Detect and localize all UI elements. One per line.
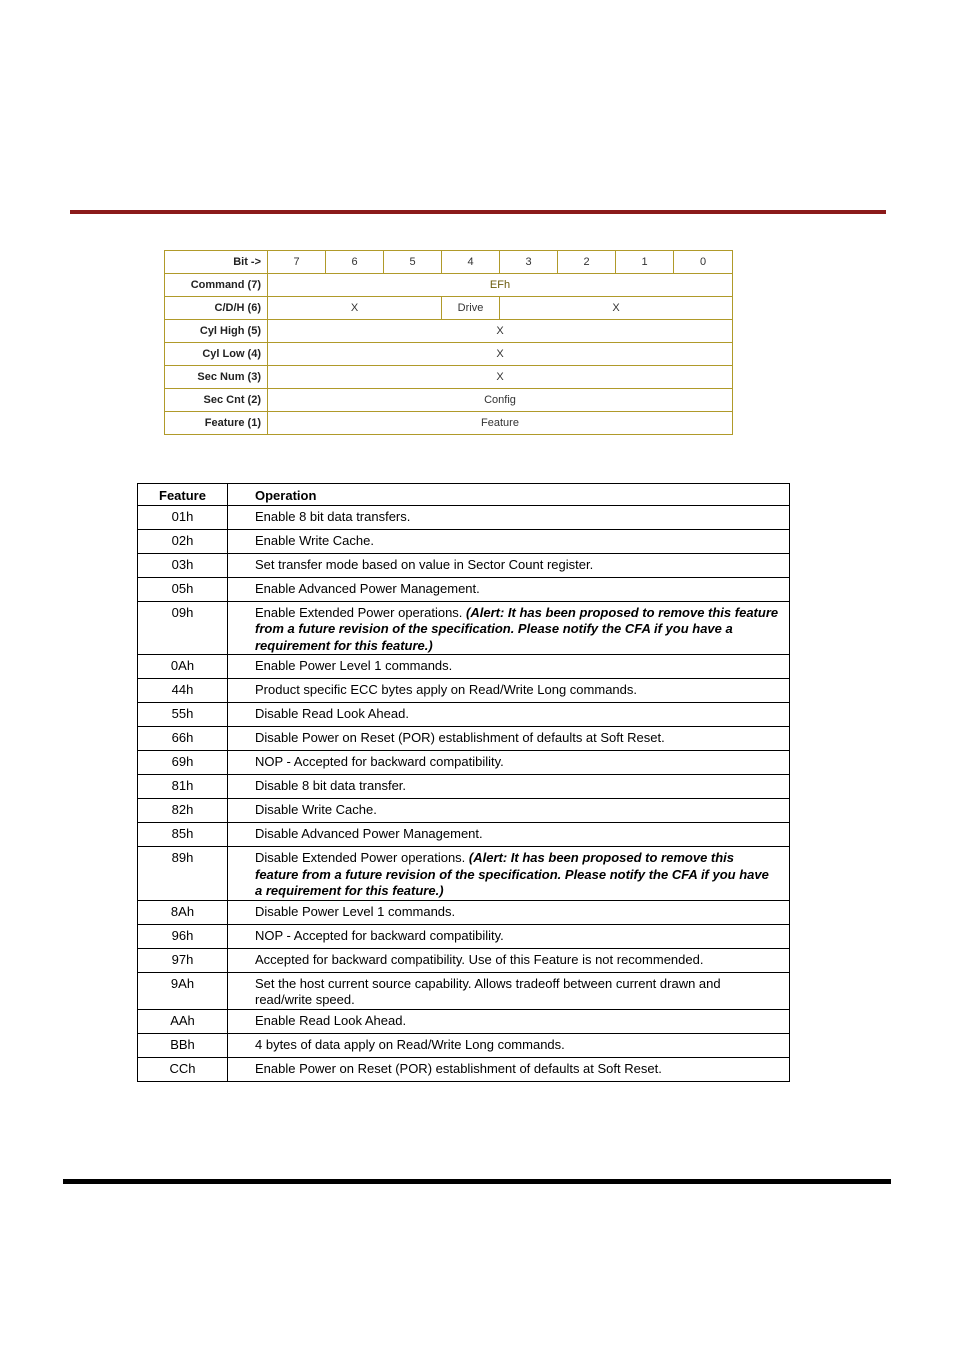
table-row — [138, 505, 790, 529]
register-value: X — [268, 343, 733, 366]
operation-text: Disable Write Cache. — [255, 802, 377, 817]
bit-header-row — [165, 251, 733, 274]
register-label: Command (7) — [165, 274, 268, 297]
register-label: C/D/H (6) — [165, 297, 268, 320]
table-row — [138, 900, 790, 924]
register-label: Sec Cnt (2) — [165, 389, 268, 412]
feature-code: 96h — [138, 924, 228, 948]
register-row — [165, 343, 733, 366]
feature-code: 82h — [138, 799, 228, 823]
feature-operation — [228, 679, 790, 703]
feature-operation — [228, 655, 790, 679]
feature-operation — [228, 505, 790, 529]
table-row — [138, 799, 790, 823]
feature-operation — [228, 553, 790, 577]
operation-text: 4 bytes of data apply on Read/Write Long commands. — [255, 1036, 565, 1052]
alert-note: (Alert: It has been proposed to remove this feature from a future revision of the specification. Please notify the CFA if you have a requirement for this feature.) — [255, 604, 779, 653]
table-row — [138, 775, 790, 799]
register-value-left: X — [268, 297, 442, 320]
feature-code: 69h — [138, 751, 228, 775]
bit-label: Bit -> — [165, 251, 268, 274]
feature-column-header: Feature — [138, 484, 228, 506]
feature-code: 9Ah — [138, 972, 228, 1009]
feature-operation — [228, 948, 790, 972]
bit-0: 0 — [674, 251, 733, 274]
operation-text: Enable Extended Power operations. — [255, 604, 463, 620]
feature-operation — [228, 775, 790, 799]
bit-2: 2 — [558, 251, 616, 274]
feature-code: 44h — [138, 679, 228, 703]
feature-code: 55h — [138, 703, 228, 727]
register-value-right: X — [500, 297, 733, 320]
operation-text: Disable 8 bit data transfer. — [255, 778, 407, 793]
feature-code: 85h — [138, 823, 228, 847]
feature-operation — [228, 577, 790, 601]
register-value: X — [268, 366, 733, 389]
bit-7: 7 — [268, 251, 326, 274]
operation-text: Enable Advanced Power Management. — [255, 580, 480, 596]
operation-text: Accepted for backward compatibility. Use of this Feature is not recommended. — [255, 951, 704, 967]
feature-code: 09h — [138, 601, 228, 655]
operation-text: NOP - Accepted for backward compatibility. — [255, 754, 504, 769]
feature-code: 66h — [138, 727, 228, 751]
table-row — [138, 751, 790, 775]
operation-text: Product specific ECC bytes apply on Read/Write Long commands. — [255, 682, 637, 697]
feature-code: 81h — [138, 775, 228, 799]
table-row — [138, 1033, 790, 1057]
operation-text: NOP - Accepted for backward compatibility. — [255, 927, 504, 943]
operation-text: Disable Read Look Ahead. — [255, 706, 409, 721]
feature-operation — [228, 751, 790, 775]
operation-text: Enable Power Level 1 commands. — [255, 658, 453, 673]
table-row — [138, 1057, 790, 1081]
table-row — [138, 529, 790, 553]
table-row — [138, 703, 790, 727]
register-row — [165, 297, 733, 320]
alert-note: (Alert: It has been proposed to remove this feature from a future revision of the specification. Please notify the CFA if you have a requirement for this feature.) — [255, 850, 769, 898]
table-row — [138, 823, 790, 847]
feature-operation — [228, 847, 790, 901]
feature-operation — [228, 703, 790, 727]
operation-text: Enable Read Look Ahead. — [255, 1012, 407, 1028]
feature-code: 0Ah — [138, 655, 228, 679]
feature-code: 97h — [138, 948, 228, 972]
operation-text: Set transfer mode based on value in Sector Count register. — [255, 556, 594, 572]
register-row — [165, 389, 733, 412]
operation-text: Enable Power on Reset (POR) establishment of defaults at Soft Reset. — [255, 1060, 662, 1076]
register-label: Feature (1) — [165, 412, 268, 435]
operation-text: Enable Write Cache. — [255, 532, 374, 548]
register-table — [164, 250, 733, 435]
feature-code: BBh — [138, 1033, 228, 1057]
register-row — [165, 274, 733, 297]
operation-text: Disable Advanced Power Management. — [255, 826, 483, 841]
register-value: Config — [268, 389, 733, 412]
feature-operation — [228, 529, 790, 553]
bit-4: 4 — [442, 251, 500, 274]
operation-column-header: Operation — [228, 484, 790, 506]
footer-rule — [63, 1179, 891, 1184]
table-row — [138, 601, 790, 655]
feature-table — [137, 483, 790, 1082]
feature-operation — [228, 1057, 790, 1081]
table-row — [138, 727, 790, 751]
register-row — [165, 320, 733, 343]
table-row — [138, 679, 790, 703]
table-row — [138, 924, 790, 948]
operation-text: Disable Power on Reset (POR) establishment of defaults at Soft Reset. — [255, 730, 665, 745]
table-row — [138, 655, 790, 679]
feature-operation — [228, 1033, 790, 1057]
feature-operation — [228, 972, 790, 1009]
table-row — [138, 972, 790, 1009]
table-row — [138, 553, 790, 577]
bit-1: 1 — [616, 251, 674, 274]
operation-text: Disable Extended Power operations. — [255, 850, 466, 865]
feature-operation — [228, 924, 790, 948]
feature-code: CCh — [138, 1057, 228, 1081]
table-row — [138, 948, 790, 972]
bit-6: 6 — [326, 251, 384, 274]
feature-operation — [228, 727, 790, 751]
feature-operation — [228, 900, 790, 924]
table-row — [138, 847, 790, 901]
bit-5: 5 — [384, 251, 442, 274]
feature-code: 8Ah — [138, 900, 228, 924]
bit-3: 3 — [500, 251, 558, 274]
feature-code: 01h — [138, 505, 228, 529]
register-label: Cyl Low (4) — [165, 343, 268, 366]
table-row — [138, 577, 790, 601]
feature-operation — [228, 601, 790, 655]
register-value: Feature — [268, 412, 733, 435]
feature-operation — [228, 799, 790, 823]
register-label: Sec Num (3) — [165, 366, 268, 389]
register-value-drive: Drive — [442, 297, 500, 320]
register-value: X — [268, 320, 733, 343]
register-label: Cyl High (5) — [165, 320, 268, 343]
register-row — [165, 412, 733, 435]
feature-table-header — [138, 484, 790, 506]
feature-operation — [228, 823, 790, 847]
feature-code: 05h — [138, 577, 228, 601]
feature-code: 03h — [138, 553, 228, 577]
feature-code: 89h — [138, 847, 228, 901]
register-row — [165, 366, 733, 389]
feature-code: AAh — [138, 1009, 228, 1033]
operation-text: Disable Power Level 1 commands. — [255, 903, 456, 919]
table-row — [138, 1009, 790, 1033]
feature-operation — [228, 1009, 790, 1033]
operation-text: Enable 8 bit data transfers. — [255, 508, 411, 524]
feature-code: 02h — [138, 529, 228, 553]
operation-text: Set the host current source capability. Allows tradeoff between current drawn and read/write speed. — [255, 975, 721, 1007]
header-rule — [70, 210, 886, 214]
register-value: EFh — [268, 274, 733, 297]
